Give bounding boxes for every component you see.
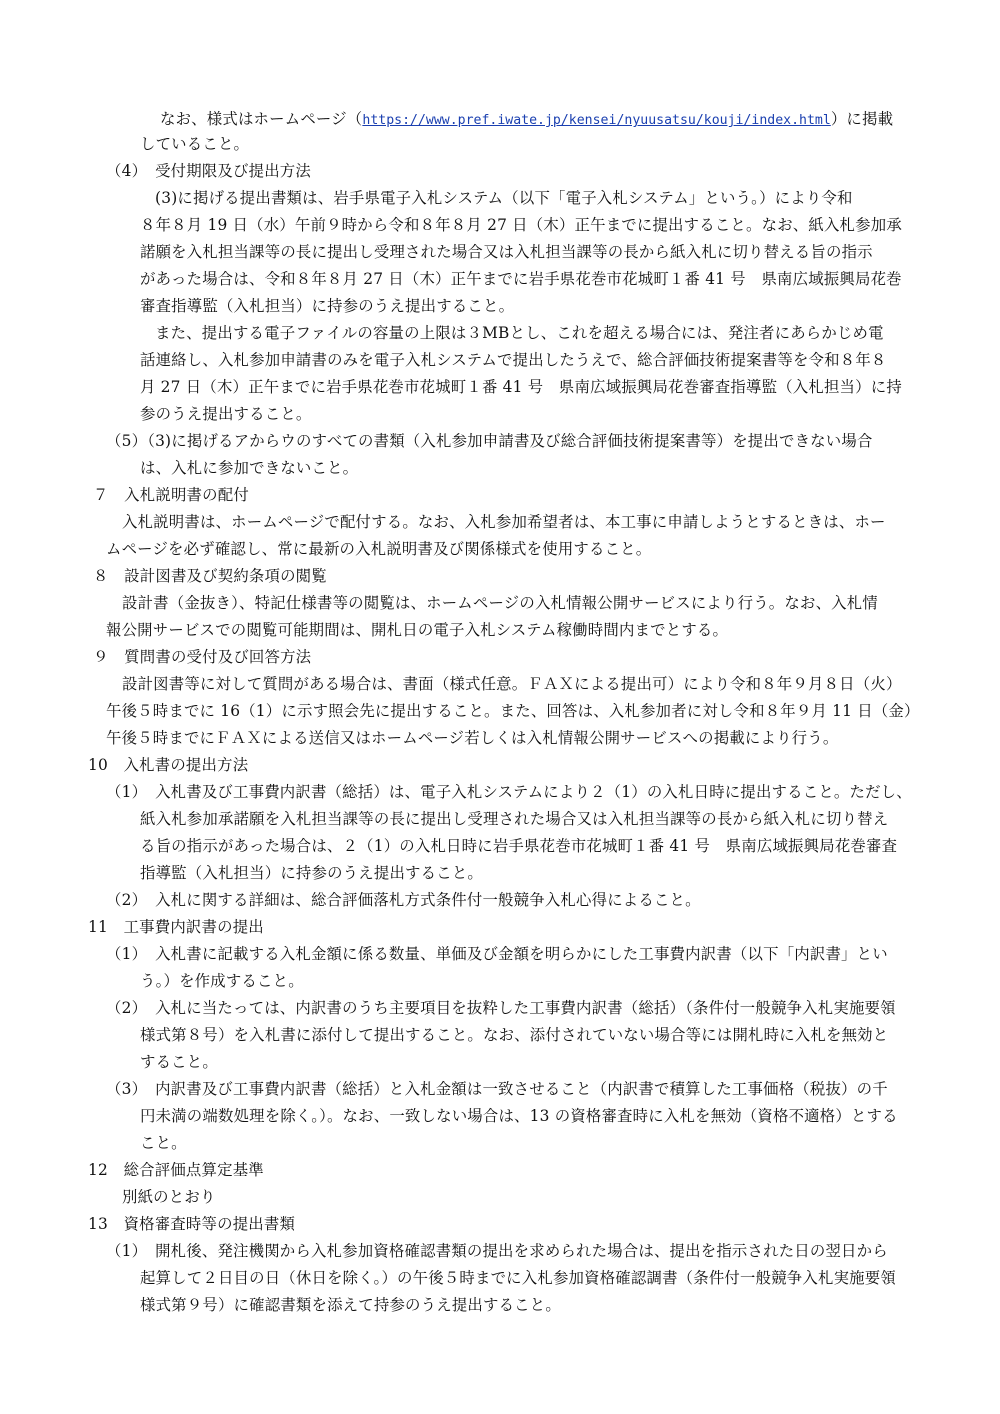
text-line-8: また、提出する電子ファイルの容量の上限は３MBとし、これを超える場合には、発注者にあらかじめ電 — [155, 324, 884, 342]
text-line-29: （2） 入札に関する詳細は、総合評価落札方式条件付一般競争入札心得によること。 — [106, 891, 701, 909]
text-line-40: 別紙のとおり — [122, 1188, 216, 1206]
text-line-21: 設計図書等に対して質問がある場合は、書面（様式任意。ＦＡＸによる提出可）により令和８年９月８日（火） — [122, 675, 902, 693]
section-heading-7: ７ 入札説明書の配付 — [93, 486, 249, 504]
text-line-38: こと。 — [140, 1134, 187, 1152]
text-line-13: は、入札に参加できないこと。 — [140, 459, 359, 477]
section-heading-12: 12 総合評価点算定基準 — [88, 1161, 264, 1179]
text-line-0-pre: なお、様式はホームページ（ — [160, 110, 363, 128]
text-line-44: 様式第９号）に確認書類を添えて持参のうえ提出すること。 — [140, 1296, 561, 1314]
text-line-0-post: ）に掲載 — [830, 110, 894, 128]
text-line-1: していること。 — [140, 135, 250, 153]
text-line-10: 月 27 日（木）正午までに岩手県花巻市花城町１番 41 号 県南広域振興局花巻審査指導監（入札担当）に持 — [140, 378, 902, 396]
section-heading-9: ９ 質問書の受付及び回答方法 — [93, 648, 312, 666]
text-line-15: 入札説明書は、ホームページで配付する。なお、入札参加希望者は、本工事に申請しようとするときは、ホー — [122, 513, 886, 531]
text-line-11: 参のうえ提出すること。 — [140, 405, 312, 423]
text-line-26: 紙入札参加承諾願を入札担当課等の長に提出し受理された場合又は入札担当課等の長から紙入札に切り替え — [140, 810, 889, 828]
section-heading-10: 10 入札書の提出方法 — [88, 756, 249, 774]
text-line-23: 午後５時までにＦＡＸによる送信又はホームページ若しくは入札情報公開サービスへの掲載により行う。 — [106, 729, 839, 747]
section-heading-8: ８ 設計図書及び契約条項の閲覧 — [93, 567, 327, 585]
homepage-link[interactable]: https://www.pref.iwate.jp/kensei/nyuusatsu/kouji/index.html — [362, 113, 831, 128]
section-heading-13: 13 資格審査時等の提出書類 — [88, 1215, 296, 1233]
text-line-16: ムページを必ず確認し、常に最新の入札説明書及び関係様式を使用すること。 — [106, 540, 652, 558]
text-line-28: 指導監（入札担当）に持参のうえ提出すること。 — [140, 864, 483, 882]
text-line-3: (3)に掲げる提出書類は、岩手県電子入札システム（以下「電子入札システム」という。）により令和 — [155, 189, 853, 207]
text-line-32: う。）を作成すること。 — [140, 972, 304, 990]
text-line-43: 起算して２日目の日（休日を除く。）の午後５時までに入札参加資格確認調書（条件付一般競争入札実施要領 — [140, 1269, 896, 1287]
text-line-18: 設計書（金抜き）、特記仕様書等の閲覧は、ホームページの入札情報公開サービスにより行う。なお、入札情 — [122, 594, 878, 612]
text-line-42: （1） 開札後、発注機関から入札参加資格確認書類の提出を求められた場合は、提出を指示された日の翌日から — [106, 1242, 888, 1260]
text-line-36: （3） 内訳書及び工事費内訳書（総括）と入札金額は一致させること（内訳書で積算した工事価格（税抜）の千 — [106, 1080, 888, 1098]
text-line-4: ８年８月 19 日（水）午前９時から令和８年８月 27 日（木）正午までに提出すること。なお、紙入札参加承 — [140, 216, 902, 234]
text-line-0 — [160, 108, 893, 132]
text-line-5: 諾願を入札担当課等の長に提出し受理された場合又は入札担当課等の長から紙入札に切り替える旨の指示 — [140, 243, 873, 261]
text-line-31: （1） 入札書に記載する入札金額に係る数量、単価及び金額を明らかにした工事費内訳書（以下「内訳書」とい — [106, 945, 888, 963]
section-heading-11: 11 工事費内訳書の提出 — [88, 918, 264, 936]
text-line-7: 審査指導監（入札担当）に持参のうえ提出すること。 — [140, 297, 515, 315]
text-line-9: 話連絡し、入札参加申請書のみを電子入札システムで提出したうえで、総合評価技術提案書等を令和８年８ — [140, 351, 887, 369]
text-line-22: 午後５時までに 16（1）に示す照会先に提出すること。また、回答は、入札参加者に対し令和８年９月 11 日（金） — [106, 702, 920, 720]
text-line-25: （1） 入札書及び工事費内訳書（総括）は、電子入札システムにより２（1）の入札日時に提出すること。ただし、 — [106, 783, 912, 801]
section-heading-4: （4） 受付期限及び提出方法 — [106, 162, 311, 180]
text-line-37: 円未満の端数処理を除く。）。なお、一致しない場合は、13 の資格審査時に入札を無効（資格不適格）とする — [140, 1107, 898, 1125]
text-line-35: すること。 — [140, 1053, 218, 1071]
text-line-33: （2） 入札に当たっては、内訳書のうち主要項目を抜粋した工事費内訳書（総括）（条件付一般競争入札実施要領 — [106, 999, 896, 1017]
section-heading-5: （5）（3)に掲げるアからウのすべての書類（入札参加申請書及び総合評価技術提案書等）を提出できない場合 — [106, 432, 873, 450]
text-line-6: があった場合は、令和８年８月 27 日（木）正午までに岩手県花巻市花城町１番 41 号 県南広域振興局花巻 — [140, 270, 902, 288]
text-line-34: 様式第８号）を入札書に添付して提出すること。なお、添付されていない場合等には開札時に入札を無効と — [140, 1026, 889, 1044]
text-line-19: 報公開サービスでの閲覧可能期間は、開札日の電子入札システム稼働時間内までとする。 — [106, 621, 729, 639]
text-line-27: る旨の指示があった場合は、２（1）の入札日時に岩手県花巻市花城町１番 41 号 県南広域振興局花巻審査 — [140, 837, 898, 855]
